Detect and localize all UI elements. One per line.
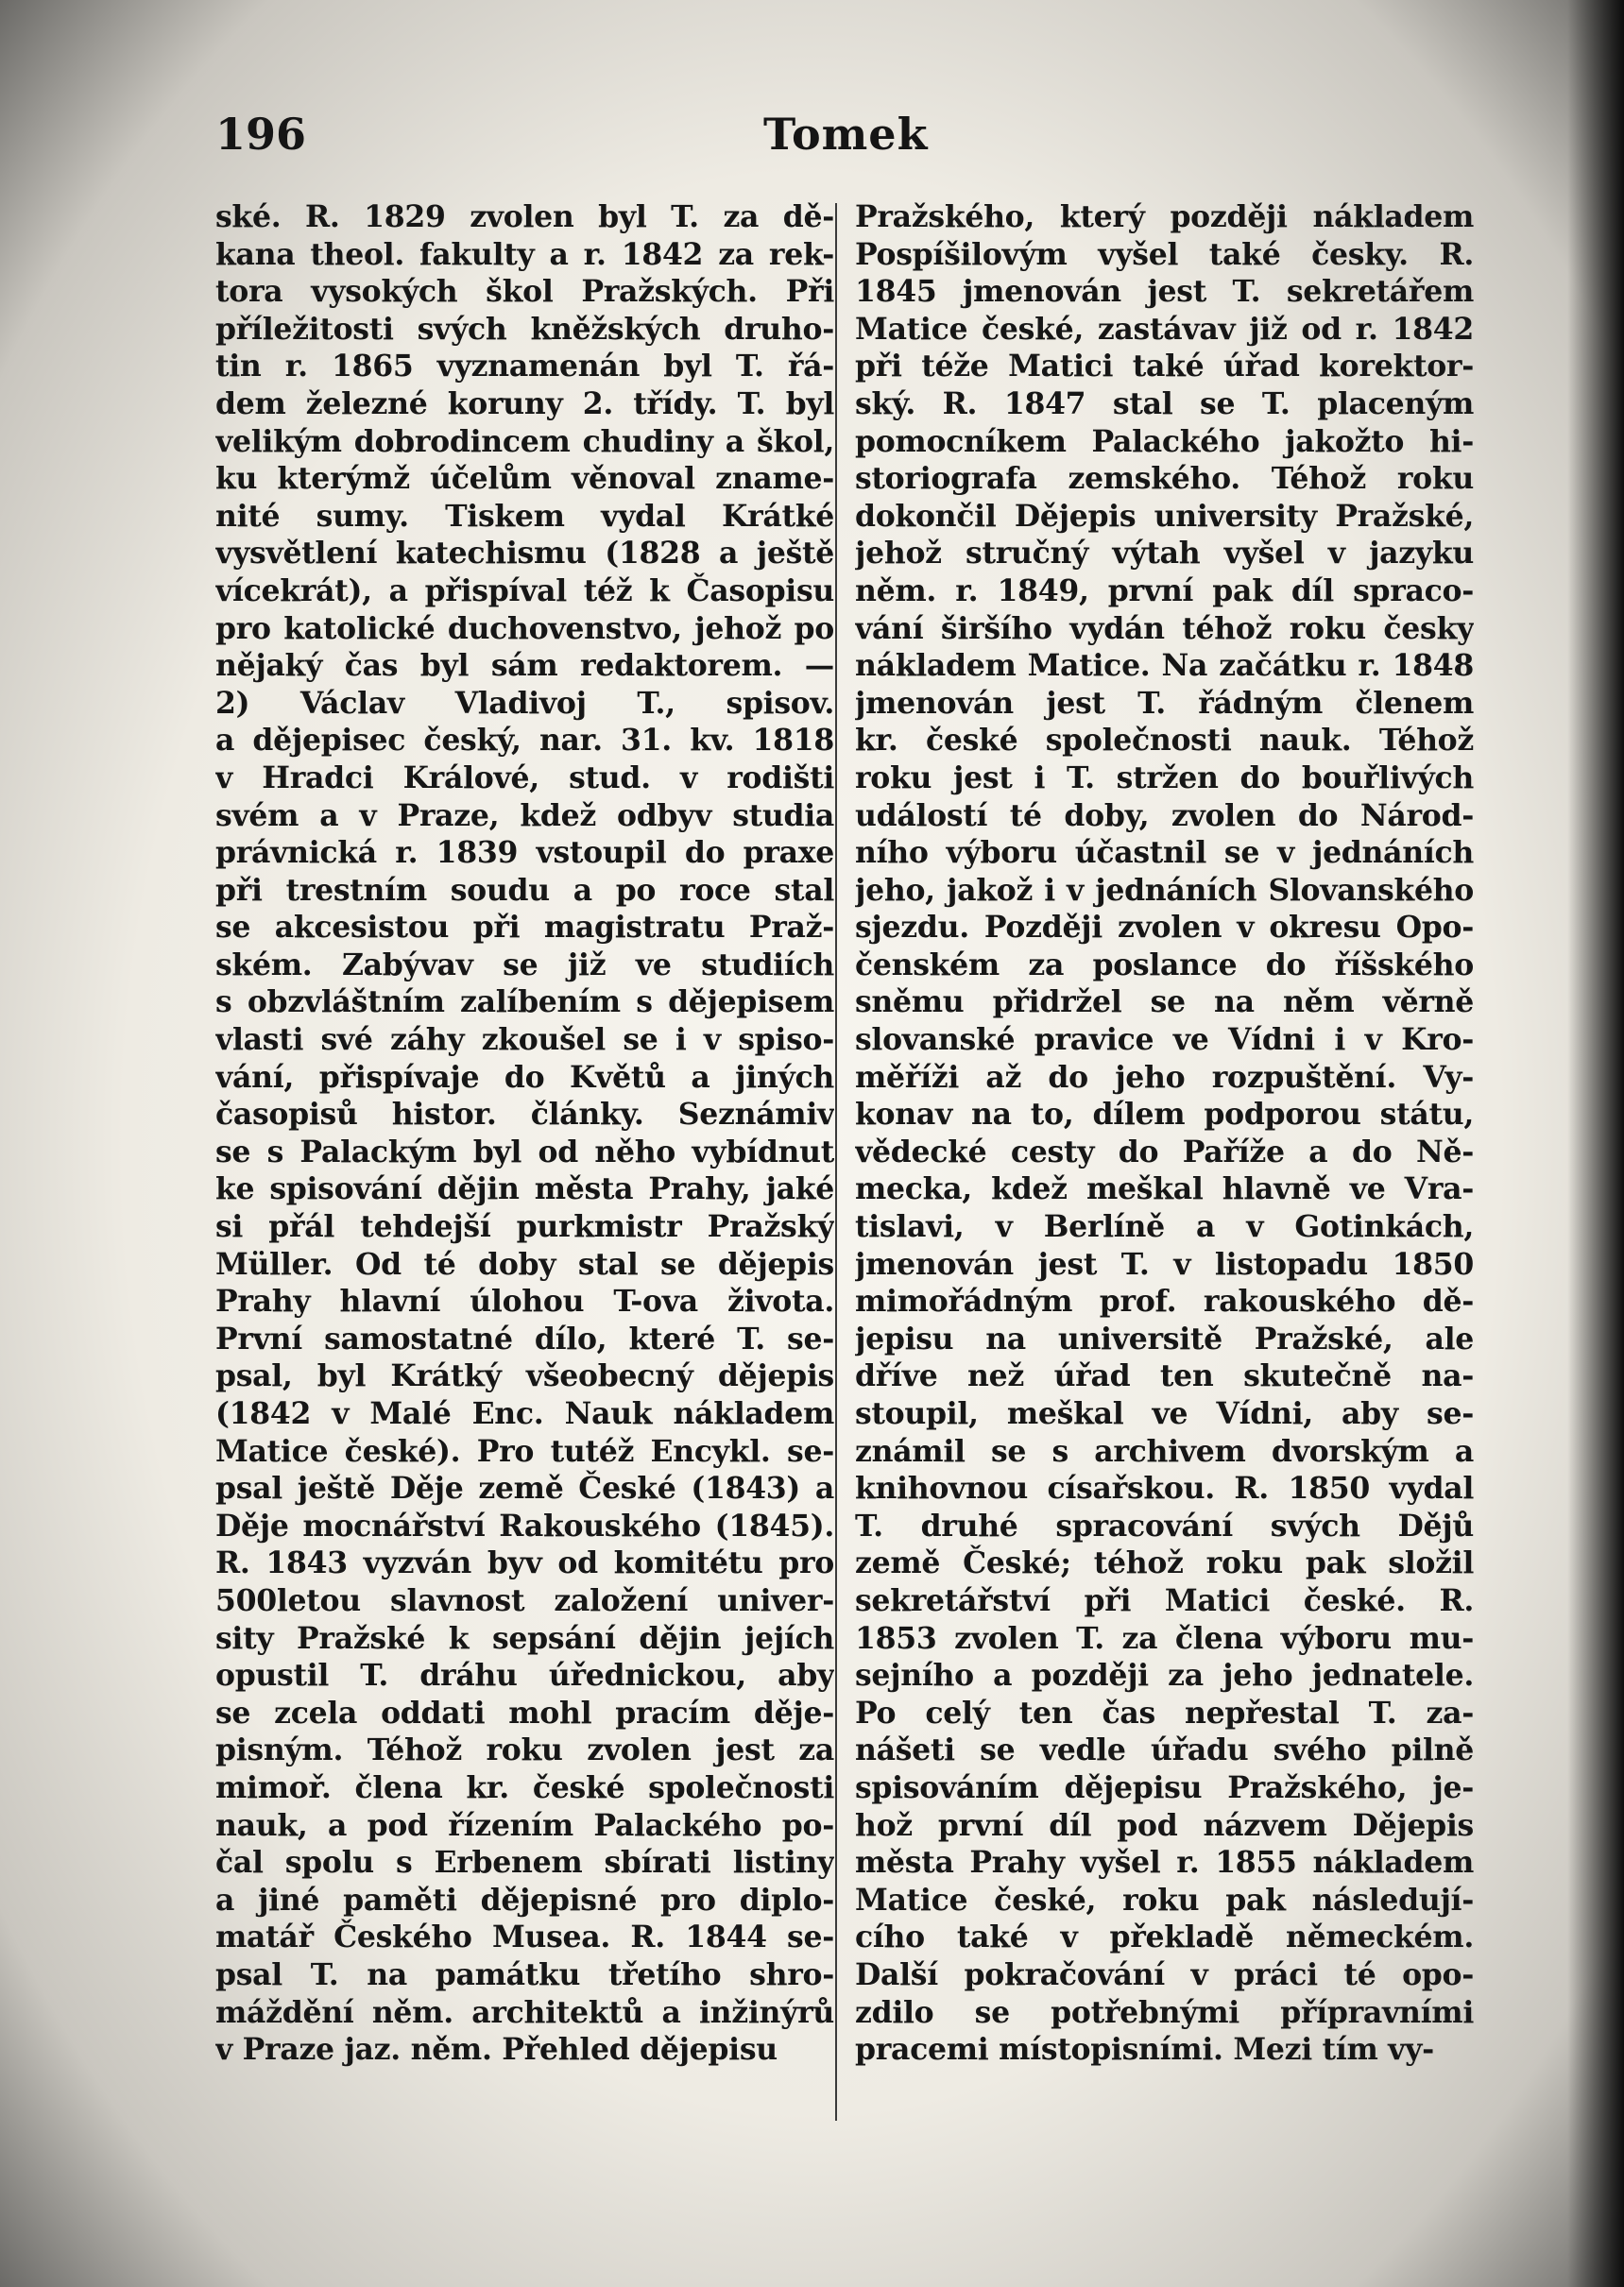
text-line: Matice české). Pro tutéž Encykl. se- — [215, 1433, 834, 1469]
text-line: vání, přispívaje do Květů a jiných — [215, 1059, 834, 1095]
text-line: Děje mocnářství Rakouského (1845). — [215, 1508, 834, 1544]
text-line: právnická r. 1839 vstoupil do praxe — [215, 835, 834, 871]
text-line: opustil T. dráhu úřednickou, aby — [215, 1658, 834, 1694]
text-line: Pospíšilovým vyšel také česky. R. — [855, 236, 1474, 272]
text-line: při téže Matici také úřad korektor- — [855, 349, 1474, 384]
text-line: svém a v Praze, kdež odbyv studia — [215, 797, 834, 833]
text-line: První samostatné dílo, které T. se- — [215, 1321, 834, 1357]
text-line: pracemi místopisními. Mezi tím vy- — [855, 2032, 1434, 2068]
text-line: s obzvláštním zalíbením s dějepisem — [215, 984, 834, 1020]
text-line: Matice české, zastávav již od r. 1842 — [855, 311, 1474, 347]
text-line: psal ještě Děje země České (1843) a — [215, 1471, 834, 1507]
text-line: jmenován jest T. v listopadu 1850 — [855, 1246, 1474, 1282]
text-line: roku jest i T. stržen do bouřlivých — [855, 759, 1474, 795]
text-line: si přál tehdejší purkmistr Pražský — [215, 1209, 834, 1245]
text-line: sekretářství při Matici české. R. — [855, 1582, 1474, 1618]
text-line: jepisu na universitě Pražské, ale — [855, 1321, 1474, 1357]
text-line: máždění něm. architektů a inžinýrů — [215, 1994, 834, 2030]
text-line: Pražského, který později nákladem — [855, 199, 1474, 234]
text-line: 500letou slavnost založení univer- — [215, 1582, 834, 1618]
text-line: nášeti se vedle úřadu svého pilně — [855, 1732, 1474, 1768]
text-line: mimořádným prof. rakouského dě- — [855, 1284, 1474, 1320]
text-line: pomocníkem Palackého jakožto hi- — [855, 423, 1474, 459]
text-line: nauk, a pod řízením Palackého po- — [215, 1807, 834, 1843]
text-line: mimoř. člena kr. české společnosti — [215, 1769, 834, 1805]
text-line: ku kterýmž účelům věnoval zname- — [215, 461, 834, 497]
text-line: měříži až do jeho rozpuštění. Vy- — [855, 1059, 1474, 1095]
text-line: Matice české, roku pak následují- — [855, 1882, 1474, 1918]
text-line: mecka, kdež meškal hlavně ve Vra- — [855, 1171, 1474, 1207]
page-number: 196 — [215, 109, 307, 160]
text-line: sejního a později za jeho jednatele. — [855, 1658, 1474, 1694]
text-line: v Hradci Králové, stud. v rodišti — [215, 759, 834, 795]
text-line: stoupil, meškal ve Vídni, aby se- — [855, 1396, 1474, 1431]
text-line: ský. R. 1847 stal se T. placeným — [855, 385, 1474, 421]
text-line: (1842 v Malé Enc. Nauk nákladem — [215, 1396, 834, 1431]
text-line: čal spolu s Erbenem sbírati listiny — [215, 1845, 834, 1881]
text-line: jehož stručný výtah vyšel v jazyku — [855, 536, 1474, 572]
text-line: psal T. na památku třetího shro- — [215, 1956, 834, 1992]
text-line: velikým dobrodincem chudiny a škol, — [215, 423, 834, 459]
page-edge-shadow — [1567, 0, 1624, 2287]
text-line: pisným. Téhož roku zvolen jest za — [215, 1732, 834, 1768]
running-head: Tomek — [763, 109, 929, 160]
text-column-left — [215, 198, 834, 2135]
text-line: T. druhé spracování svých Dějů — [855, 1508, 1474, 1544]
text-line: příležitosti svých kněžských druho- — [215, 311, 834, 347]
text-line: storiografa zemského. Téhož roku — [855, 461, 1474, 497]
text-line: 1853 zvolen T. za člena výboru mu- — [855, 1620, 1474, 1656]
text-line: sjezdu. Později zvolen v okresu Opo- — [855, 910, 1474, 946]
text-line: slovanské pravice ve Vídni i v Kro- — [855, 1022, 1474, 1058]
text-line: kana theol. fakulty a r. 1842 za rek- — [215, 236, 834, 272]
text-line: událostí té doby, zvolen do Národ- — [855, 797, 1474, 833]
text-line: známil se s archivem dvorským a — [855, 1433, 1474, 1469]
text-line: jmenován jest T. řádným členem — [855, 685, 1474, 721]
text-line: jeho, jakož i v jednáních Slovanského — [855, 872, 1474, 908]
text-line: časopisů histor. články. Seznámiv — [215, 1097, 834, 1133]
text-line: matář Českého Musea. R. 1844 se- — [215, 1920, 834, 1955]
text-line: při trestním soudu a po roce stal — [215, 872, 834, 908]
column-divider — [835, 203, 837, 2121]
text-line: se zcela oddati mohl pracím děje- — [215, 1695, 834, 1731]
text-line: psal, byl Krátký všeobecný dějepis — [215, 1358, 834, 1394]
text-line: konav na to, dílem podporou státu, — [855, 1097, 1474, 1133]
page-header — [215, 109, 1462, 165]
text-line: ke spisování dějin města Prahy, jaké — [215, 1171, 834, 1207]
text-line: vysvětlení katechismu (1828 a ještě — [215, 536, 834, 572]
text-line: cího také v překladě německém. — [855, 1920, 1474, 1955]
text-line: nějaký čas byl sám redaktorem. — — [215, 648, 834, 684]
text-line: sněmu přidržel se na něm věrně — [855, 984, 1474, 1020]
text-line: se s Palackým byl od něho vybídnut — [215, 1134, 834, 1169]
text-line: ské. R. 1829 zvolen byl T. za dě- — [215, 199, 834, 234]
text-line: ském. Zabývav se již ve studiích — [215, 947, 834, 982]
text-line: a jiné paměti dějepisné pro diplo- — [215, 1882, 834, 1918]
text-line: města Prahy vyšel r. 1855 nákladem — [855, 1845, 1474, 1881]
text-line: vlasti své záhy zkoušel se i v spiso- — [215, 1022, 834, 1058]
text-line: čenském za poslance do říšského — [855, 947, 1474, 982]
text-line: tislavi, v Berlíně a v Gotinkách, — [855, 1209, 1474, 1245]
text-line: pro katolické duchovenstvo, jehož po — [215, 610, 834, 646]
text-line: zdilo se potřebnými přípravními — [855, 1994, 1474, 2030]
text-line: se akcesistou při magistratu Praž- — [215, 910, 834, 946]
text-line: sity Pražské k sepsání dějin jejích — [215, 1620, 834, 1656]
text-line: knihovnou císařskou. R. 1850 vydal — [855, 1471, 1474, 1507]
text-line: vědecké cesty do Paříže a do Ně- — [855, 1134, 1474, 1169]
text-line: nákladem Matice. Na začátku r. 1848 — [855, 648, 1474, 684]
text-line: 2) Václav Vladivoj T., spisov. — [215, 685, 834, 721]
text-line: Po celý ten čas nepřestal T. za- — [855, 1695, 1474, 1731]
text-line: tora vysokých škol Pražských. Při — [215, 274, 834, 310]
text-line: spisováním dějepisu Pražského, je- — [855, 1769, 1474, 1805]
text-column-right — [855, 198, 1474, 2135]
text-line: hož první díl pod názvem Dějepis — [855, 1807, 1474, 1843]
text-line: ního výboru účastnil se v jednáních — [855, 835, 1474, 871]
text-line: dem železné koruny 2. třídy. T. byl — [215, 385, 834, 421]
text-line: Prahy hlavní úlohou T-ova života. — [215, 1284, 834, 1320]
text-line: kr. české společnosti nauk. Téhož — [855, 723, 1474, 759]
text-line: v Praze jaz. něm. Přehled dějepisu — [215, 2032, 778, 2068]
text-line: Další pokračování v práci té opo- — [855, 1956, 1474, 1992]
text-line: 1845 jmenován jest T. sekretářem — [855, 274, 1474, 310]
text-line: tin r. 1865 vyznamenán byl T. řá- — [215, 349, 834, 384]
text-line: vícekrát), a přispíval též k Časopisu — [215, 572, 834, 608]
text-line: Müller. Od té doby stal se dějepis — [215, 1246, 834, 1282]
text-line: dříve než úřad ten skutečně na- — [855, 1358, 1474, 1394]
text-line: něm. r. 1849, první pak díl spraco- — [855, 572, 1474, 608]
text-line: R. 1843 vyzván byv od komitétu pro — [215, 1545, 834, 1581]
text-line: nité sumy. Tiskem vydal Krátké — [215, 498, 834, 534]
text-line: země České; téhož roku pak složil — [855, 1545, 1474, 1581]
text-line: vání širšího vydán téhož roku česky — [855, 610, 1474, 646]
text-line: a dějepisec český, nar. 31. kv. 1818 — [215, 723, 834, 759]
text-line: dokončil Dějepis university Pražské, — [855, 498, 1474, 534]
